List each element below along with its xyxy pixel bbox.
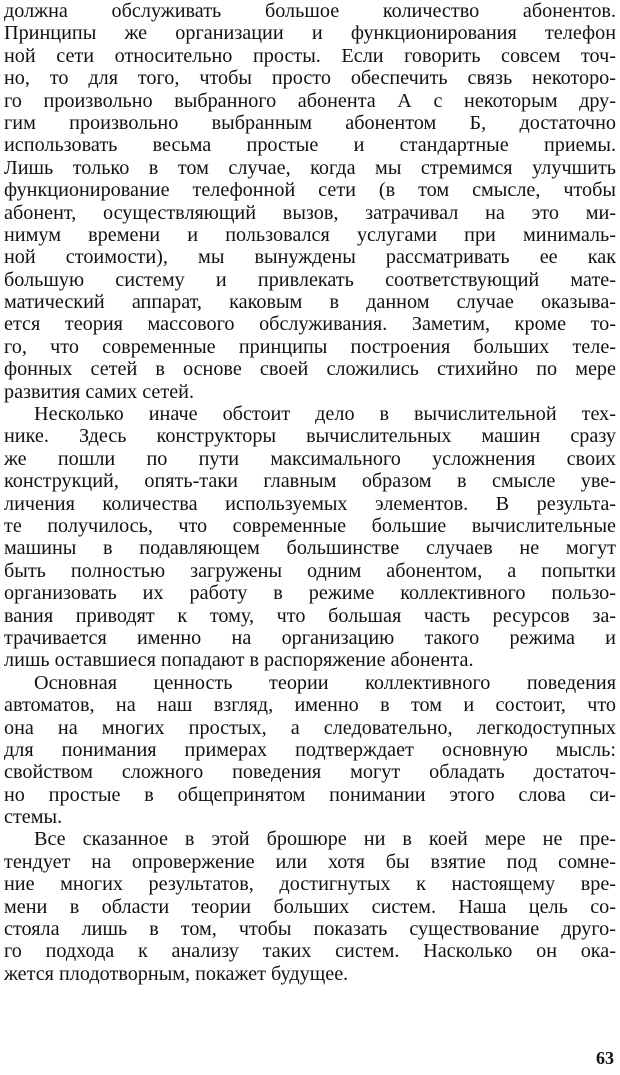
text-line: функционирование телефонной сети (в том смысле, чтобы: [4, 179, 616, 202]
text-line: конструкций, опять-таки главным образом в смысле уве-: [4, 470, 616, 493]
text-line: жется плодотворным, покажет будущее.: [4, 962, 349, 985]
text-line: го произвольно выбранного абонента А с некоторым дру-: [4, 89, 616, 112]
text-line: матический аппарат, каковым в данном случае оказыва-: [4, 291, 616, 314]
text-line: же пошли по пути максимального усложнения своих: [4, 447, 616, 470]
text-line: Несколько иначе обстоит дело в вычислительной тех-: [34, 403, 616, 426]
text-line: го подхода к анализу таких систем. Насколько он ока-: [4, 940, 616, 963]
text-line: го, что современные принципы построения больших теле-: [4, 335, 616, 358]
text-line: Принципы же организации и функционирования телефон: [4, 22, 616, 45]
paragraph: [4, 403, 616, 672]
text-line: тендует на опровержение или хотя бы взятие под сомне-: [4, 850, 616, 873]
text-line: личения количества используемых элементов. В результа-: [4, 492, 616, 515]
text-line: лишь оставшиеся попадают в распоряжение абонента.: [4, 649, 474, 672]
text-line: гим произвольно выбранным абонентом Б, достаточно: [4, 111, 616, 134]
text-line: абонент, осуществляющий вызов, затрачивал на это ми-: [4, 201, 616, 224]
text-line: для понимания примерах подтверждает основную мысль:: [4, 738, 616, 761]
text-line: организовать их работу в режиме коллективного пользо-: [4, 582, 616, 605]
text-line: стемы.: [4, 806, 63, 829]
text-line: большую систему и привлекать соответствующий мате-: [4, 268, 616, 291]
text-line: развития самих сетей.: [4, 380, 195, 403]
text-line: ется теория массового обслуживания. Заметим, кроме то-: [4, 313, 616, 336]
body-text: [4, 0, 616, 985]
text-line: Лишь только в том случае, когда мы стремимся улучшить: [4, 156, 616, 179]
paragraph: [4, 672, 616, 829]
text-line: нимум времени и пользовался услугами при минималь-: [4, 223, 616, 246]
text-line: стояла лишь в том, чтобы показать существование друго-: [4, 918, 616, 941]
text-line: свойством сложного поведения могут обладать достаточ-: [4, 761, 616, 784]
text-line: машины в подавляющем большинстве случаев не могут: [4, 537, 616, 560]
text-line: те получилось, что современные большие вычислительные: [4, 514, 616, 537]
text-line: должна обслуживать большое количество абонентов.: [4, 0, 616, 22]
paragraph: [4, 828, 616, 985]
text-line: она на многих простых, а следовательно, легкодоступных: [4, 716, 616, 739]
text-line: фонных сетей в основе своей сложились стихийно по мере: [4, 358, 616, 381]
paragraph: [4, 0, 616, 403]
text-line: но, то для того, чтобы просто обеспечить связь некоторо-: [4, 67, 616, 90]
text-line: ной сети относительно просты. Если говорить совсем точ-: [4, 44, 616, 67]
text-line: Все сказанное в этой брошюре ни в коей мере не пре-: [34, 828, 616, 851]
text-line: нике. Здесь конструкторы вычислительных машин сразу: [4, 425, 616, 448]
text-line: использовать весьма простые и стандартные приемы.: [4, 134, 616, 157]
text-line: мени в области теории больших систем. Наша цель со-: [4, 895, 616, 918]
text-line: ной стоимости), мы вынуждены рассматривать ее как: [4, 246, 616, 269]
text-line: трачивается именно на организацию такого режима и: [4, 626, 616, 649]
text-line: автоматов, на наш взгляд, именно в том и состоит, что: [4, 694, 616, 717]
text-line: вания приводят к тому, что большая часть ресурсов за-: [4, 604, 616, 627]
text-line: быть полностью загружены одним абонентом, а попытки: [4, 559, 616, 582]
text-line: ние многих результатов, достигнутых к настоящему вре-: [4, 873, 616, 896]
text-line: Основная ценность теории коллективного поведения: [34, 671, 616, 694]
text-line: но простые в общепринятом понимании этого слова си-: [4, 783, 616, 806]
page-number: 63: [596, 1048, 614, 1068]
